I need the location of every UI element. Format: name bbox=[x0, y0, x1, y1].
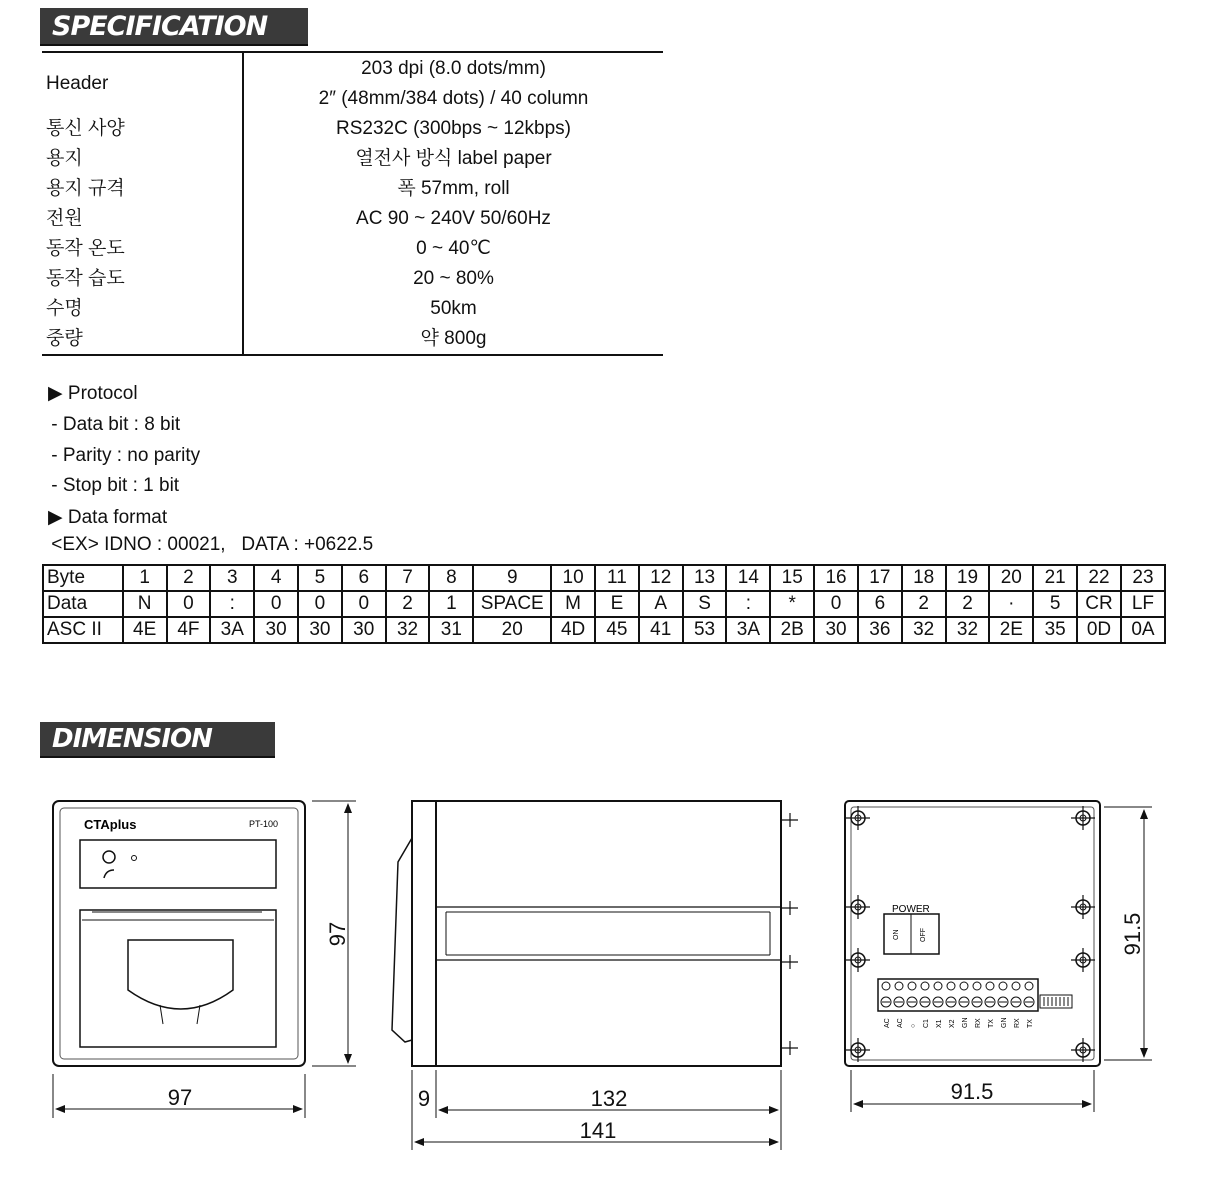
spec-value: 0 ~ 40℃ bbox=[416, 238, 491, 259]
byte-cell: 11 bbox=[595, 565, 639, 591]
byte-cell: 19 bbox=[946, 565, 990, 591]
data-cell: N bbox=[123, 591, 167, 617]
paper-slot bbox=[128, 940, 233, 1009]
byte-cell: 6 bbox=[342, 565, 386, 591]
spec-key: 용지 규격 bbox=[42, 174, 243, 204]
byte-cell: 7 bbox=[386, 565, 430, 591]
side-view bbox=[392, 801, 798, 1150]
brand-logo: CTAplus bbox=[84, 817, 137, 832]
terminal-screw bbox=[895, 982, 903, 990]
data-cell: 0 bbox=[298, 591, 342, 617]
protocol-line: - Stop bit : 1 bit bbox=[46, 475, 180, 496]
terminal-label: TX bbox=[1027, 1019, 1034, 1028]
byte-cell: 23 bbox=[1121, 565, 1165, 591]
data-cell: CR bbox=[1077, 591, 1121, 617]
data-cell: S bbox=[683, 591, 727, 617]
data-cell: : bbox=[210, 591, 254, 617]
dimension-heading: DIMENSION bbox=[40, 722, 275, 758]
row-label: Data bbox=[43, 591, 123, 617]
ascii-cell: 3A bbox=[210, 617, 254, 643]
terminal-label: RX bbox=[975, 1018, 982, 1028]
data-cell: 2 bbox=[902, 591, 946, 617]
data-cell: M bbox=[551, 591, 595, 617]
ascii-cell: 32 bbox=[386, 617, 430, 643]
spec-value: 20 ~ 80% bbox=[413, 268, 494, 289]
byte-cell: 18 bbox=[902, 565, 946, 591]
terminal-label: GN bbox=[1001, 1017, 1008, 1028]
data-cell: 2 bbox=[946, 591, 990, 617]
spec-key: 용지 bbox=[42, 144, 243, 174]
data-cell: * bbox=[770, 591, 814, 617]
spec-value: 2″ (48mm/384 dots) / 40 column bbox=[318, 88, 589, 109]
spec-key: 통신 사양 bbox=[42, 114, 243, 144]
data-cell: LF bbox=[1121, 591, 1165, 617]
data-cell: · bbox=[989, 591, 1033, 617]
data-cell: E bbox=[595, 591, 639, 617]
terminal-label: RX bbox=[1014, 1018, 1021, 1028]
spec-value: 203 dpi (8.0 dots/mm) bbox=[361, 58, 546, 79]
data-cell: 5 bbox=[1033, 591, 1077, 617]
byte-cell: 10 bbox=[551, 565, 595, 591]
byte-cell: 4 bbox=[254, 565, 298, 591]
on-label: ON bbox=[893, 929, 900, 940]
byte-cell: 22 bbox=[1077, 565, 1121, 591]
terminal-label: TX bbox=[988, 1019, 995, 1028]
ascii-cell: 53 bbox=[683, 617, 727, 643]
front-height-dim: 97 bbox=[325, 921, 350, 947]
byte-cell: 20 bbox=[989, 565, 1033, 591]
spec-key: 수명 bbox=[42, 294, 243, 324]
data-cell: 2 bbox=[386, 591, 430, 617]
data-cell: 6 bbox=[858, 591, 902, 617]
terminal-label: X1 bbox=[936, 1019, 943, 1028]
ascii-cell: 32 bbox=[946, 617, 990, 643]
ascii-cell: 30 bbox=[298, 617, 342, 643]
terminal-screw bbox=[882, 982, 890, 990]
byte-cell: 13 bbox=[683, 565, 727, 591]
protocol-line: - Parity : no parity bbox=[46, 445, 201, 466]
ascii-cell: 41 bbox=[639, 617, 683, 643]
data-cell: 0 bbox=[342, 591, 386, 617]
side-total-dim: 141 bbox=[579, 1118, 617, 1143]
front-view bbox=[53, 801, 356, 1118]
ascii-cell: 31 bbox=[429, 617, 473, 643]
terminal-screw bbox=[999, 982, 1007, 990]
spec-value: 폭 57mm, roll bbox=[397, 178, 510, 199]
data-cell: 0 bbox=[167, 591, 211, 617]
side-body-dim: 132 bbox=[590, 1086, 628, 1111]
terminal-label: C1 bbox=[923, 1019, 930, 1028]
terminal-screw bbox=[908, 982, 916, 990]
byte-cell: 14 bbox=[726, 565, 770, 591]
terminal-screw bbox=[1025, 982, 1033, 990]
spec-value: 약 800g bbox=[420, 328, 487, 349]
rear-view bbox=[845, 801, 1152, 1112]
terminal-screw bbox=[1012, 982, 1020, 990]
protocol-line: - Data bit : 8 bit bbox=[46, 414, 181, 435]
terminal-screw bbox=[947, 982, 955, 990]
spec-key: 전원 bbox=[42, 204, 243, 234]
ascii-cell: 4F bbox=[167, 617, 211, 643]
ascii-cell: 36 bbox=[858, 617, 902, 643]
byte-cell: 21 bbox=[1033, 565, 1077, 591]
ascii-cell: 0D bbox=[1077, 617, 1121, 643]
ascii-cell: 3A bbox=[726, 617, 770, 643]
spec-key: Header bbox=[42, 52, 243, 114]
spec-key: 중량 bbox=[42, 324, 243, 355]
terminal-screw bbox=[973, 982, 981, 990]
ascii-cell: 4D bbox=[551, 617, 595, 643]
protocol-heading: ▶ Protocol bbox=[48, 383, 138, 404]
terminal-screw bbox=[960, 982, 968, 990]
spec-value: 열전사 방식 label paper bbox=[355, 148, 552, 169]
power-label: POWER bbox=[892, 904, 930, 915]
row-label: Byte bbox=[43, 565, 123, 591]
ascii-cell: 45 bbox=[595, 617, 639, 643]
terminal-label: X2 bbox=[949, 1019, 956, 1028]
ascii-cell: 30 bbox=[342, 617, 386, 643]
rear-width-dim: 91.5 bbox=[950, 1079, 994, 1104]
byte-cell: 15 bbox=[770, 565, 814, 591]
front-width-dim: 97 bbox=[167, 1085, 193, 1110]
byte-cell: 2 bbox=[167, 565, 211, 591]
terminal-label: GN bbox=[962, 1017, 969, 1028]
data-cell: 0 bbox=[814, 591, 858, 617]
ascii-cell: 2E bbox=[989, 617, 1033, 643]
data-cell: SPACE bbox=[473, 591, 551, 617]
ascii-cell: 30 bbox=[254, 617, 298, 643]
spec-value: AC 90 ~ 240V 50/60Hz bbox=[356, 208, 551, 229]
model-label: PT-100 bbox=[249, 819, 279, 829]
ascii-cell: 0A bbox=[1121, 617, 1165, 643]
byte-cell: 16 bbox=[814, 565, 858, 591]
side-flange-dim: 9 bbox=[417, 1086, 431, 1111]
ascii-cell: 32 bbox=[902, 617, 946, 643]
data-format-heading: ▶ Data format bbox=[48, 507, 168, 528]
data-cell: 0 bbox=[254, 591, 298, 617]
ascii-cell: 2B bbox=[770, 617, 814, 643]
terminal-screw bbox=[921, 982, 929, 990]
data-cell: : bbox=[726, 591, 770, 617]
ascii-cell: 30 bbox=[814, 617, 858, 643]
rear-height-dim: 91.5 bbox=[1120, 912, 1145, 956]
ascii-cell: 4E bbox=[123, 617, 167, 643]
terminal-screw bbox=[986, 982, 994, 990]
indicator-icon bbox=[103, 851, 115, 863]
row-label: ASC II bbox=[43, 617, 123, 643]
byte-cell: 8 bbox=[429, 565, 473, 591]
byte-cell: 12 bbox=[639, 565, 683, 591]
specification-heading: SPECIFICATION bbox=[40, 8, 308, 46]
data-cell: A bbox=[639, 591, 683, 617]
byte-cell: 3 bbox=[210, 565, 254, 591]
terminal-label: AC bbox=[884, 1018, 891, 1028]
byte-cell: 17 bbox=[858, 565, 902, 591]
spec-value: RS232C (300bps ~ 12kbps) bbox=[335, 118, 571, 139]
terminal-label: ○ bbox=[910, 1023, 917, 1028]
terminal-label: AC bbox=[897, 1018, 904, 1028]
byte-cell: 9 bbox=[473, 565, 551, 591]
ascii-cell: 35 bbox=[1033, 617, 1077, 643]
data-cell: 1 bbox=[429, 591, 473, 617]
spec-key: 동작 습도 bbox=[42, 264, 243, 294]
off-label: OFF bbox=[920, 928, 927, 942]
spec-value: 50km bbox=[430, 298, 477, 319]
byte-cell: 5 bbox=[298, 565, 342, 591]
byte-cell: 1 bbox=[123, 565, 167, 591]
terminal-screw bbox=[934, 982, 942, 990]
spec-key: 동작 온도 bbox=[42, 234, 243, 264]
ascii-cell: 20 bbox=[473, 617, 551, 643]
data-format-example: <EX> IDNO : 00021, DATA : +0622.5 bbox=[46, 534, 374, 555]
